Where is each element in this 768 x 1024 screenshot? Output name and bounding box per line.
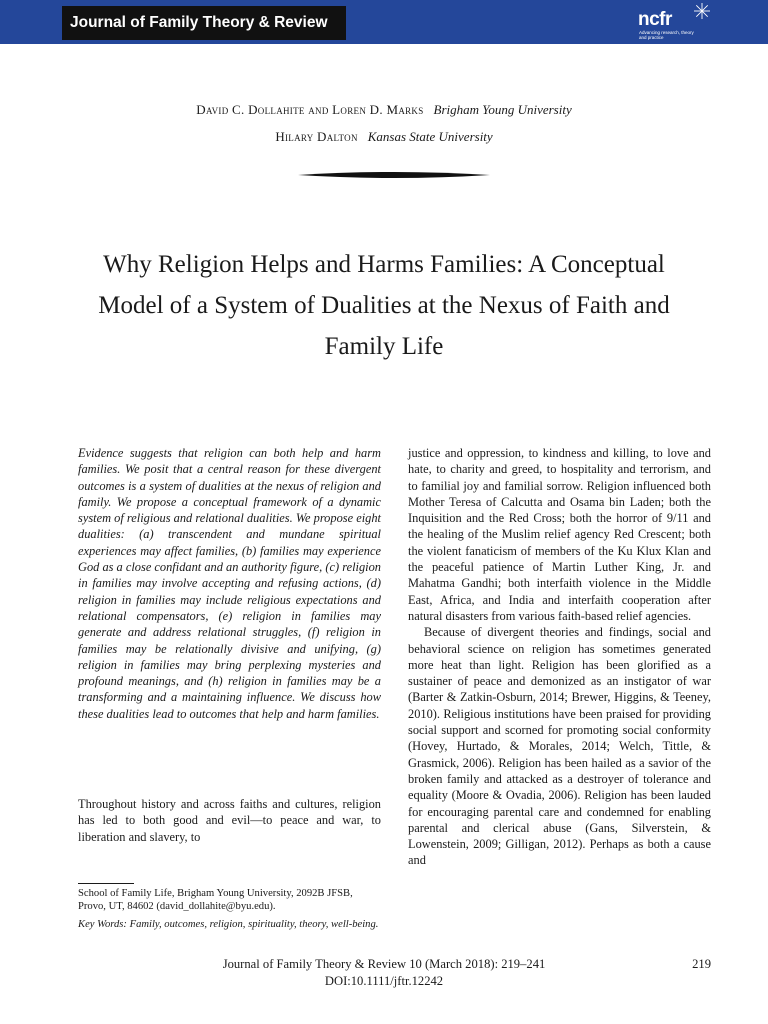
abstract: Evidence suggests that religion can both help and harm families. We posit that a central reason for these divergent outcomes is a system of dualities at the nexus of religion and family. We propose a conceptual framework of a dynamic system of religious and relational dualities. We propose eight dualities: (a) transcendent and mundane spiritual experiences may affect families, (b) families may experience God as a close confidant and an authority figure, (c) religion in families may involve accepting and refusing actions, (d) religion in families may include religious expectations and relational compensators, (e) religion in families may generate and address relational struggles, (f) religion in families may be relationally divisive and unifying, (g) religion in families may bring perplexing mysteries and profound meanings, and (h) religion in families may be a transforming and a maintaining influence. We discuss how these dualities lead to outcomes that help and harm families. bbox=[78, 446, 381, 721]
starburst-icon bbox=[694, 3, 710, 19]
author-names-2: Hilary Dalton bbox=[275, 129, 358, 144]
article-title: Why Religion Helps and Harms Families: A Conceptual Model of a System of Dualities at the Nexus of Faith and Family Life bbox=[98, 251, 670, 360]
ncfr-logo bbox=[638, 3, 710, 43]
logo-tagline: Advancing research, theory and practice bbox=[639, 30, 694, 40]
author-names-1: David C. Dollahite and Loren D. Marks bbox=[196, 102, 424, 117]
ornamental-rule bbox=[298, 171, 490, 179]
body-column-right bbox=[408, 445, 711, 869]
journal-name: Journal of Family Theory & Review bbox=[62, 6, 346, 40]
footnote-keywords: Key Words: Family, outcomes, religion, spirituality, theory, well-being. bbox=[78, 919, 379, 930]
author-line-1 bbox=[0, 102, 768, 118]
footer-citation: Journal of Family Theory & Review 10 (March 2018): 219–241 bbox=[222, 957, 546, 971]
footnote-affiliation: School of Family Life, Brigham Young University, 2092B JFSB, Provo, UT, 84602 (david_dollahite@byu.edu). bbox=[78, 888, 353, 913]
author-line-2 bbox=[0, 129, 768, 145]
footnote-divider bbox=[78, 883, 134, 884]
journal-banner bbox=[0, 0, 768, 44]
page-number: 219 bbox=[692, 957, 711, 971]
logo-wordmark: ncfr bbox=[638, 9, 672, 30]
author-affiliation-1: Brigham Young University bbox=[433, 102, 572, 117]
footer-doi: DOI:10.1111/jftr.12242 bbox=[324, 974, 444, 988]
body-paragraph: Because of divergent theories and findings, social and behavioral science on religion has sometimes generated more heat than light. Religion has been glorified as a sustainer of peace and demonized as an instigator of war (Barter & Zatkin-Osburn, 2014; Brewer, Higgins, & Teeney, 2010). Religious institutions have been praised for providing social support and scorned for promoting social conformity (Hovey, Hurtado, & Morales, 2014; Welch, Tittle, & Grasmick, 2006). Religion has been hailed as a savior of the broken family and attacked as a destroyer of tolerance and equality (Moore & Ovadia, 2006). Religion has been lauded for encouraging parental care and condemned for enabling parental and clerical abuse (Gans, Silverstein, & Lowenstein, 2009; Gilligan, 2012). Perhaps as both a cause and bbox=[408, 625, 711, 868]
author-affiliation-2: Kansas State University bbox=[367, 129, 493, 144]
body-paragraph-left: Throughout history and across faiths and cultures, religion has led to both good and evil—to peace and war, to liberation and slavery, to bbox=[78, 797, 381, 844]
body-paragraph: justice and oppression, to kindness and killing, to love and hate, to charity and greed, to hospitality and terrorism, and to familial joy and familial sorrow. Religion influenced both Mother Teresa of Calcutta and Osama bin Laden; both the Inquisition and the Red Cross; both the horror of 9/11 and the healing of the Muslim relief agency Red Crescent; both the violent fanaticism of members of the Ku Klux Klan and the peaceful patience of Martin Luther King, Jr. and Mahatma Gandhi; both interfaith violence in the Middle East, Africa, and India and interfaith cooperation after natural disasters from various faith-based relief agencies. bbox=[408, 446, 711, 623]
